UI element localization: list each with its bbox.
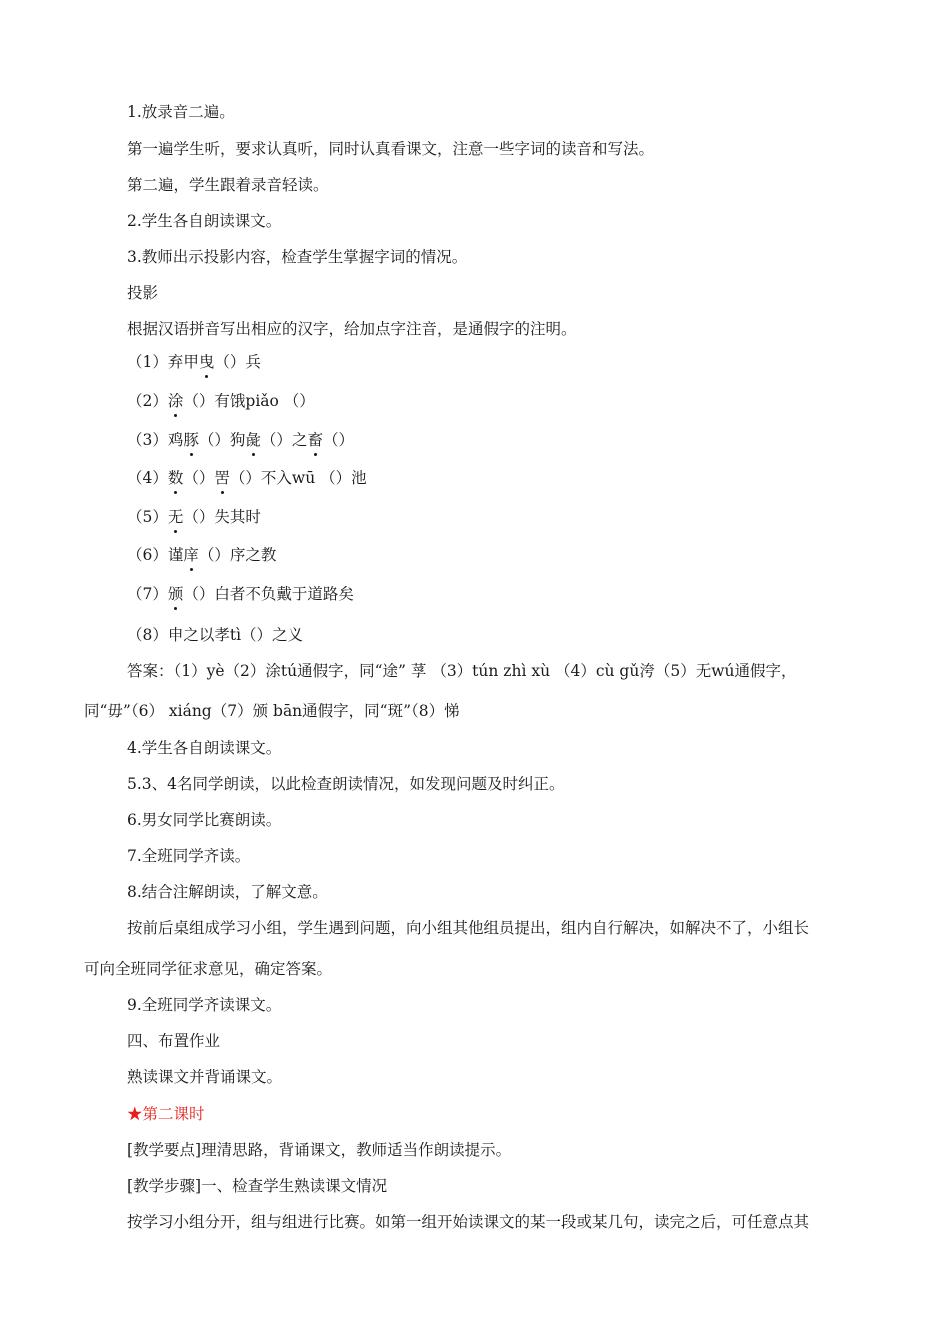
exercise-item-5: （5）无（）失其时: [127, 508, 261, 526]
exercise-item-6: （6）谨庠（）序之教: [127, 546, 277, 564]
homework-text: 熟读课文并背诵课文。: [127, 1068, 283, 1086]
line-step-9: 9.全班同学齐读课文。: [127, 996, 282, 1014]
line-step-7: 7.全班同学齐读。: [127, 847, 251, 865]
section-title: ★第二课时: [127, 1105, 205, 1123]
line-4: 2.学生各自朗读课文。: [127, 212, 282, 230]
line-2: 第一遍学生听，要求认真听，同时认真看课文，注意一些字词的读音和写法。: [127, 140, 655, 158]
line-step-4: 4.学生各自朗读课文。: [127, 739, 282, 757]
exercise-item-4: （4）数（）罟（）不入wū （）池: [127, 469, 367, 487]
answer-line-2: 同“毋”（6） xiáng（7）颁 bān通假字，同“斑”（8）悌: [84, 702, 460, 720]
answer-line-1: 答案：（1）yè（2）涂tú通假字，同“途” 莩 （3）tún zhì xù （4）cù gǔ洿（5）无wú通假字，: [127, 662, 797, 680]
exercise-item-8: （8）申之以孝tì（）之义: [127, 626, 304, 644]
exercise-item-2: （2）涂（）有饿piǎo （）: [127, 392, 315, 410]
line-step-8: 8.结合注解朗读，了解文意。: [127, 883, 328, 901]
line-7: 根据汉语拼音写出相应的汉字，给加点字注音，是通假字的注明。: [127, 320, 577, 338]
last-line: 按学习小组分开，组与组进行比赛。如第一组开始读课文的某一段或某几句，读完之后，可任意点其: [127, 1213, 810, 1231]
line-6: 投影: [127, 284, 159, 302]
line-5: 3.教师出示投影内容，检查学生掌握字词的情况。: [127, 248, 468, 266]
line-1: 1.放录音二遍。: [127, 103, 235, 121]
line-3: 第二遍，学生跟着录音轻读。: [127, 176, 329, 194]
paragraph-line-1: 按前后桌组成学习小组，学生遇到问题，向小组其他组员提出，组内自行解决，如解决不了，小组长: [127, 919, 810, 937]
paragraph-line-2: 可向全班同学征求意见，确定答案。: [84, 960, 333, 978]
section-heading-homework: 四、布置作业: [127, 1032, 221, 1050]
exercise-item-1: （1）弃甲曳（）兵: [127, 353, 261, 371]
line-step-6: 6.男女同学比赛朗读。: [127, 811, 282, 829]
exercise-item-7: （7）颁（）白者不负戴于道路矣: [127, 585, 354, 603]
line-step-5: 5.3、4名同学朗读，以此检查朗读情况，如发现问题及时纠正。: [127, 775, 565, 793]
teaching-points: [教学要点]理清思路，背诵课文，教师适当作朗读提示。: [127, 1141, 512, 1159]
teaching-steps: [教学步骤]一、检查学生熟读课文情况: [127, 1177, 388, 1195]
exercise-item-3: （3）鸡豚（）狗彘（）之畜（）: [127, 431, 354, 449]
